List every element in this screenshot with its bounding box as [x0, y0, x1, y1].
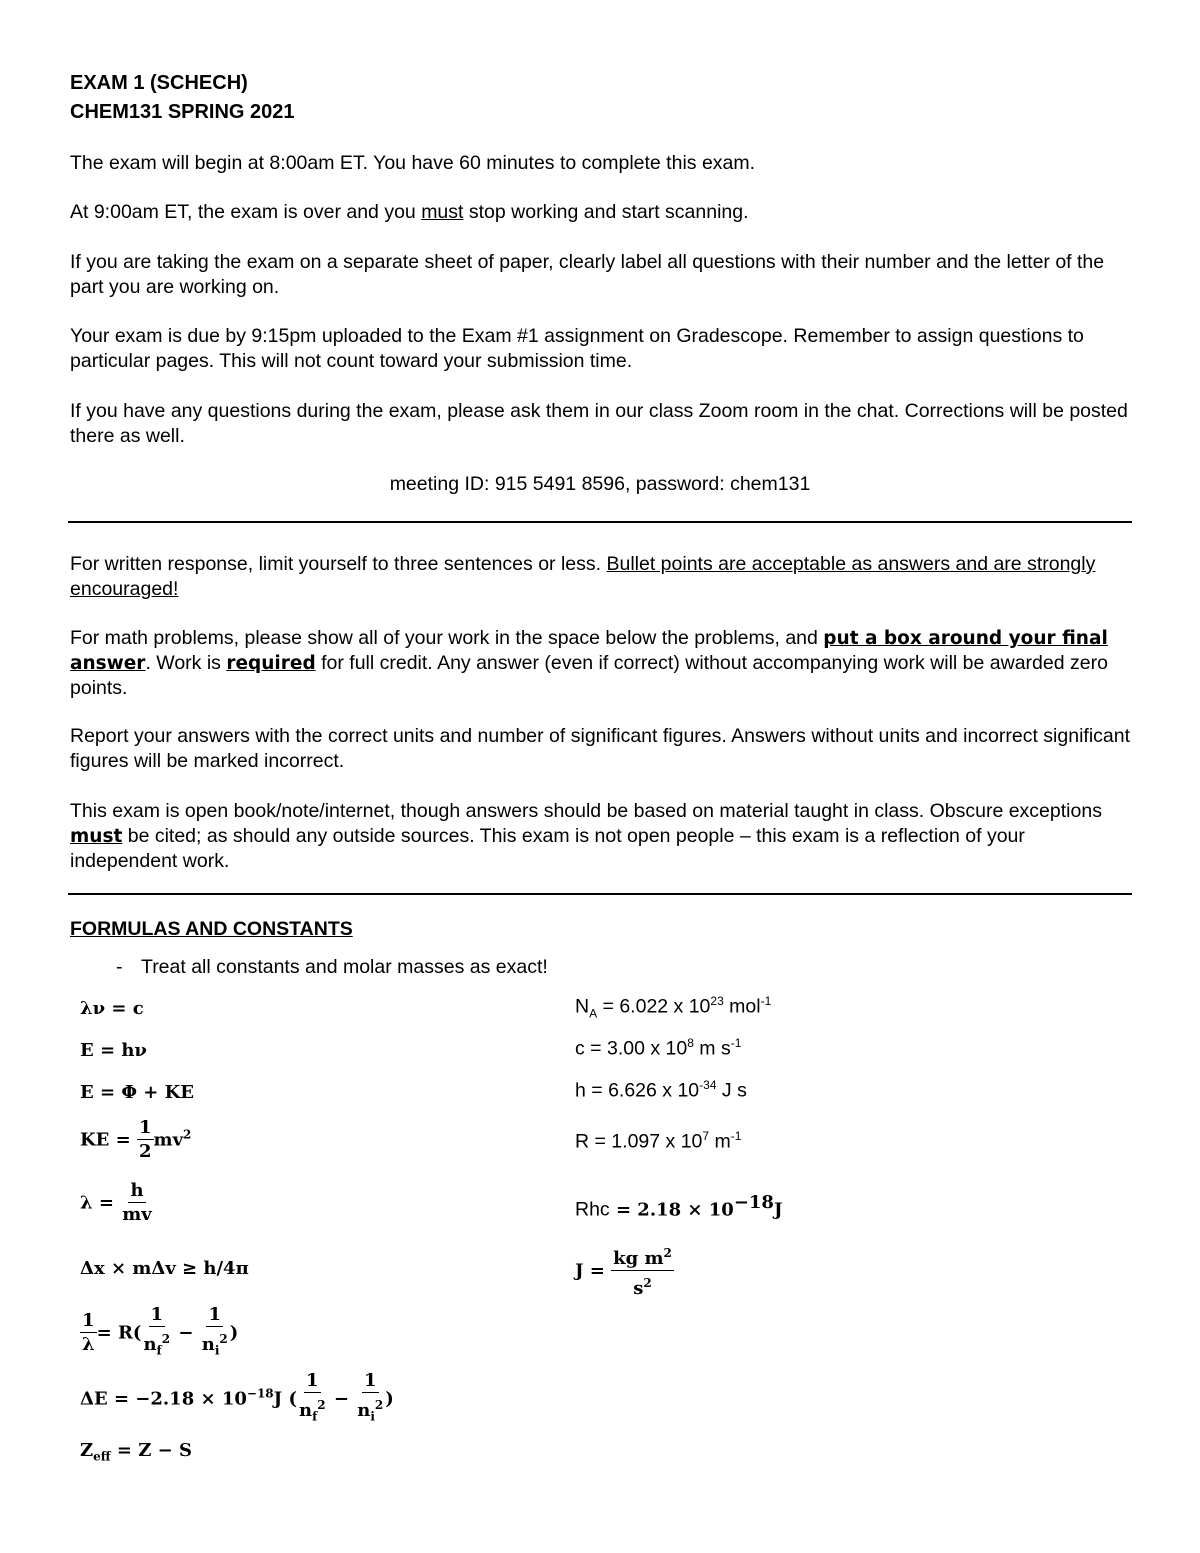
must-underlined: must: [421, 201, 464, 223]
formula-kinetic-energy: KE = $\frac{1}{2}$ $mv^2$: [80, 1117, 192, 1162]
constant-rydberg: R = 1.097 x $10^7$ $m^{-1}$: [575, 1129, 742, 1153]
exam-title: EXAM 1 (SCHECH): [70, 72, 248, 94]
divider-2: [68, 893, 1132, 895]
formula-photoelectric: E = Φ + KE: [80, 1082, 194, 1103]
divider-1: [68, 521, 1132, 523]
formulas-heading: FORMULAS AND CONSTANTS: [70, 918, 353, 940]
course-title: CHEM131 SPRING 2021: [70, 101, 295, 123]
constant-planck: h = 6.626 x $10^{-34}$ J s: [575, 1078, 747, 1102]
constant-avogadro: $N_A = 6.022$ x $10^{23}$ mol$^{-1}$: [575, 994, 772, 1021]
instruction-start-time: The exam will begin at 8:00am ET. You have 60 minutes to complete this exam.: [70, 152, 756, 174]
instruction-questions: If you have any questions during the exam, please ask them in our class Zoom room in the chat. Corrections will be posted there as well.: [70, 400, 1128, 447]
unit-joule: J = $\frac{kg m^2}{s^2}$: [575, 1242, 674, 1301]
formula-rydberg: $\frac{1}{\lambda}$ = R( $\frac{1}{n_f^2}$ − $\frac{1}{n_i^2}$ ): [82, 1304, 239, 1358]
rule-units: Report your answers with the correct units and number of significant figures. Answers without units and incorrect significant figures will be marked incorrect.: [70, 725, 1131, 772]
rule-written-response: For written response, limit yourself to three sentences or less. Bullet points are acceptable as answers and are strongly encouraged!: [70, 553, 1096, 600]
instruction-due: Your exam is due by 9:15pm uploaded to the Exam #1 assignment on Gradescope. Remember to assign questions to particular pages. This will not count toward your submission time.: [70, 325, 1084, 372]
bullet-dash: -: [116, 956, 123, 978]
bullet-exact-constants: Treat all constants and molar masses as exact!: [141, 956, 548, 978]
rule-math-problems: For math problems, please show all of your work in the space below the problems, and put a box around your final answer. Work is required for full credit. Any answer (even if correct) without accompanying work will be awarded zero points.: [70, 627, 1108, 699]
meeting-info: meeting ID: 915 5491 8596, password: chem131: [389, 473, 811, 495]
formula-effective-charge: $Z_{eff} = Z - S$: [80, 1440, 192, 1464]
formula-uncertainty: Δx × mΔv ≥ h/4π: [80, 1258, 249, 1279]
constant-rhc: Rhc = $2.18 \times 10^{-18}J$: [575, 1192, 783, 1221]
formula-wave: λν = c: [80, 998, 144, 1019]
instruction-end-time: At 9:00am ET, the exam is over and you must stop working and start scanning.: [70, 201, 749, 223]
rule-open-book: This exam is open book/note/internet, though answers should be based on material taught in class. Obscure exceptions must be cited; as should any outside sources. This exam is not open people – this exam is a reflection of your independent work.: [70, 800, 1102, 872]
instruction-separate-paper: If you are taking the exam on a separate sheet of paper, clearly label all questions with their number and the letter of the part you are working on.: [70, 251, 1105, 298]
formula-de-broglie: λ = $\frac{h}{mv}$: [80, 1180, 152, 1225]
constant-speed-of-light: c = 3.00 x $10^8$ m $s^{-1}$: [575, 1036, 742, 1060]
formula-hydrogen-energy: $\Delta E = -2.18 \times 10^{-18}J$ ( $\frac{1}{n_f^2}$ − $\frac{1}{n_i^2}$ ): [80, 1370, 394, 1424]
formula-photon-energy: E = hν: [80, 1040, 147, 1061]
